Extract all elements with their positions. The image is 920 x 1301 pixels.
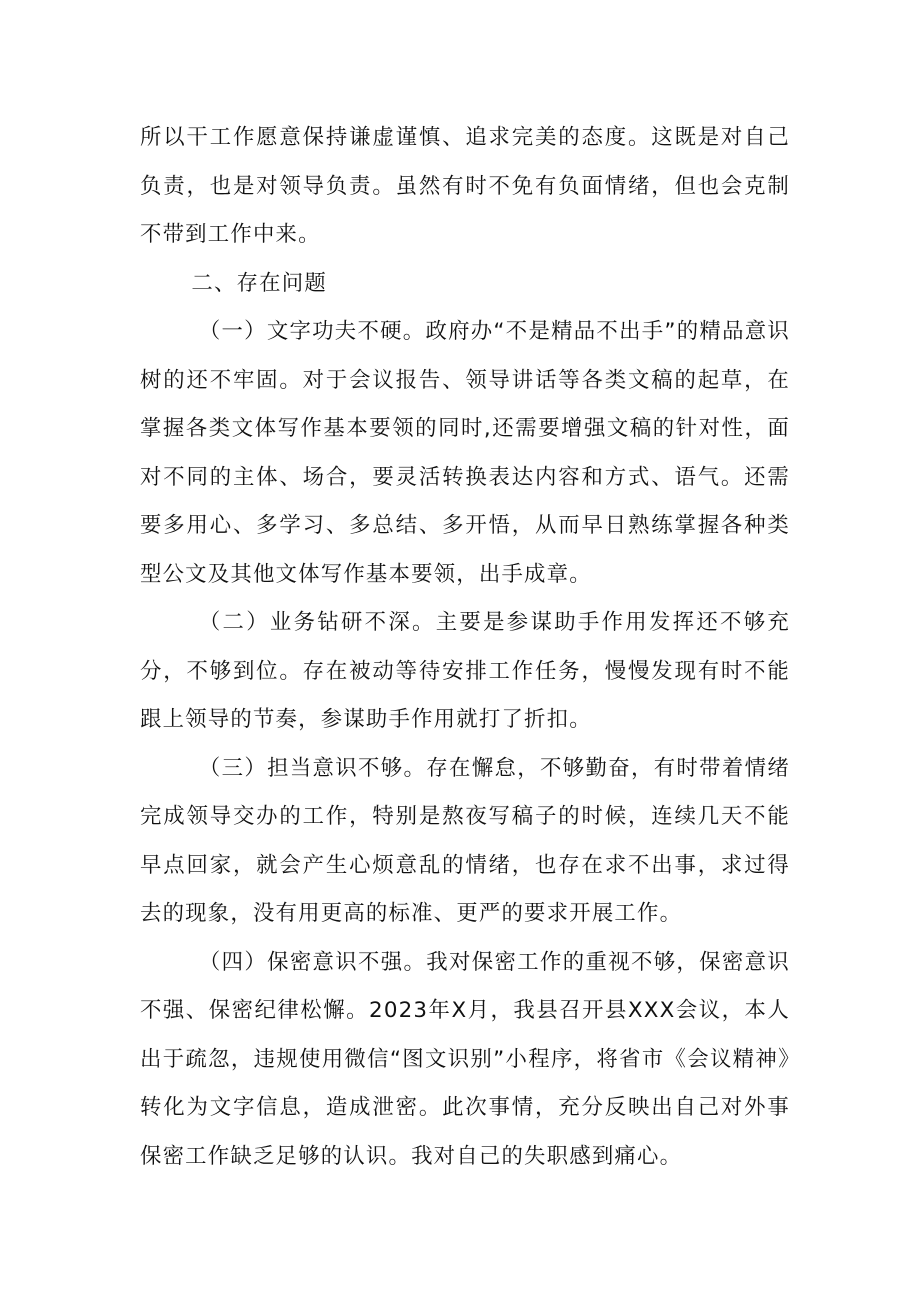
paragraph-problem-2: （二）业务钻研不深。主要是参谋助手作用发挥还不够充分，不够到位。存在被动等待安排工作任务，慢慢发现有时不能跟上领导的节奏，参谋助手作用就打了折扣。 <box>140 610 790 732</box>
paragraph-intro: 所以干工作愿意保持谦虚谨慎、追求完美的态度。这既是对自己负责，也是对领导负责。虽然有时不免有负面情绪，但也会克制不带到工作中来。 <box>140 125 790 247</box>
section-heading: 二、存在问题 <box>191 270 327 296</box>
paragraph-problem-4: （四）保密意识不强。我对保密工作的重视不够，保密意识不强、保密纪律松懈。2023年X月，我县召开县XXX会议，本人出于疏忽，违规使用微信“图文识别”小程序，将省市《会议精神》转化为文字信息，造成泄密。此次事情，充分反映出自己对外事保密工作缺乏足够的认识。我对自己的失职感到痛心。 <box>140 949 790 1169</box>
paragraph-problem-1: （一）文字功夫不硬。政府办“不是精品不出手”的精品意识树的还不牢固。对于会议报告、领导讲话等各类文稿的起草，在掌握各类文体写作基本要领的同时,还需要增强文稿的针对性，面对不同的主体、场合，要灵活转换表达内容和方式、语气。还需要多用心、多学习、多总结、多开悟，从而早日熟练掌握各种类型公文及其他文体写作基本要领，出手成章。 <box>140 319 790 587</box>
document-body <box>140 114 790 1181</box>
paragraph-problem-3: （三）担当意识不够。存在懈怠，不够勤奋，有时带着情绪完成领导交办的工作，特别是熬夜写稿子的时候，连续几天不能早点回家，就会产生心烦意乱的情绪，也存在求不出事，求过得去的现象，没有用更高的标准、更严的要求开展工作。 <box>140 755 790 926</box>
